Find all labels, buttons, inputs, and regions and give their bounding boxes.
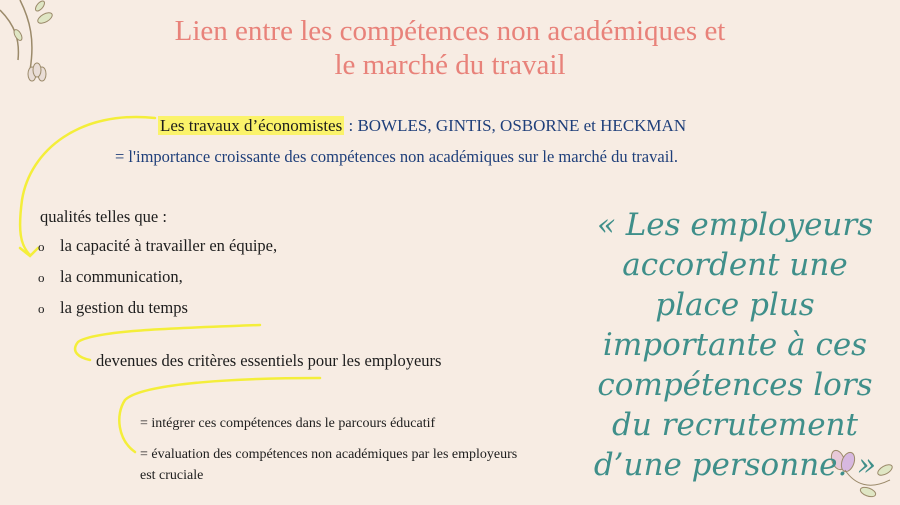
consequence-education: = intégrer ces compétences dans le parcours éducatif	[140, 416, 436, 431]
bullet-icon: o	[38, 301, 45, 316]
list-item	[38, 298, 277, 329]
economists-highlight: Les travaux d’économistes	[160, 116, 343, 135]
page-title	[0, 14, 900, 82]
bullet-icon: o	[38, 270, 45, 285]
arrow-arrowhead-1-icon	[20, 248, 38, 256]
criteria-text: devenues des critères essentiels pour les employeurs	[96, 351, 442, 370]
qualities-list	[38, 236, 277, 329]
title-line-1: Lien entre les compétences non académiques et	[174, 15, 726, 47]
quality-teamwork: la capacité à travailler en équipe,	[60, 236, 278, 255]
qualities-intro: qualités telles que :	[40, 207, 167, 226]
quality-communication: la communication,	[60, 267, 183, 286]
list-item	[38, 236, 277, 267]
arrow-economists-to-qualities-icon	[20, 117, 155, 255]
consequence-evaluation: = évaluation des compétences non académiques par les employeurs est cruciale	[140, 447, 518, 483]
economists-line	[158, 116, 686, 136]
economists-names: : BOWLES, GINTIS, OSBORNE et HECKMAN	[348, 116, 687, 135]
importance-text: = l'importance croissante des compétences non académiques sur le marché du travail.	[115, 147, 678, 166]
bullet-icon: o	[38, 239, 45, 254]
employer-quote: « Les employeurs accordent une place plus importante à ces compétences lors du recrutement d’une personne. »	[593, 207, 877, 483]
list-item	[38, 267, 277, 298]
quality-time-management: la gestion du temps	[60, 298, 188, 317]
title-line-2: le marché du travail	[334, 49, 566, 81]
